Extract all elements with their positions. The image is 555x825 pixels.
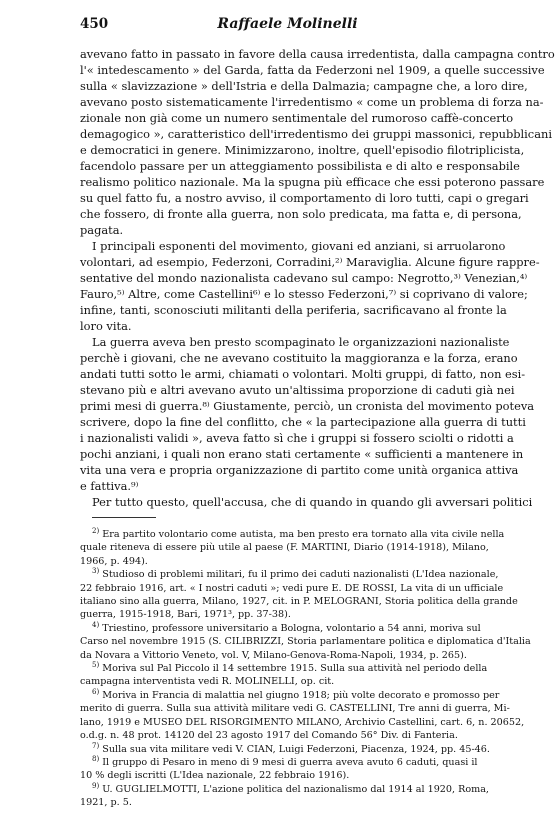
- footnote-line: [80, 526, 505, 541]
- footnote-line: [80, 622, 500, 635]
- body-line: e fattiva.⁹⁾: [80, 479, 139, 493]
- page-header: [80, 16, 495, 36]
- footnote-text: 1966, p. 494).: [80, 555, 148, 567]
- body-line: vita una vera e propria organizzazione di partito come unità organica attiva: [80, 463, 519, 477]
- body-line: zionale non già come un numero sentimentale del rumoroso caffè-concerto: [80, 111, 514, 125]
- body-line: sulla « slavizzazione » dell'Istria e della Dalmazia; campagne che, a loro dire,: [80, 79, 528, 93]
- body-line: primi mesi di guerra.⁸⁾ Giustamente, perciò, un cronista del movimento poteva: [80, 399, 535, 413]
- body-line: loro vita.: [80, 319, 132, 333]
- footnote-line: [80, 716, 525, 729]
- body-line: avevano posto sistematicamente l'irredentismo « come un problema di forza na-: [80, 95, 544, 109]
- footnote-text: merito di guerra. Sulla sua attività militare vedi G. CASTELLINI, Tre anni di guerra, Mi-: [80, 703, 510, 715]
- footnote-line: [80, 568, 500, 581]
- footnote-line: [80, 702, 510, 715]
- footnote-text: Triestino, professore universitario a Bologna, volontario a 54 anni, moriva sul: [102, 622, 481, 634]
- body-line: infine, tanti, sconosciuti militanti della periferia, sacrificavano al fronte la: [80, 303, 507, 317]
- body-line: realismo politico nazionale. Ma la spugna più efficace che essi poterono passare: [80, 175, 545, 189]
- footnotes: [80, 526, 531, 810]
- footnote-marker: 4): [92, 620, 100, 629]
- body-line: demagogico », caratteristico dell'irredentismo dei gruppi massonici, repubblicani: [80, 127, 552, 141]
- footnote-text: Il gruppo di Pesaro in meno di 9 mesi di guerra aveva avuto 6 caduti, quasi il: [102, 756, 478, 768]
- body-line: avevano fatto in passato in favore della causa irredentista, dalla campagna contro: [80, 47, 555, 61]
- body-line: che fossero, di fronte alla guerra, non solo predicata, ma fatta e, di persona,: [80, 207, 522, 221]
- footnote-text: italiano sino alla guerra, Milano, 1927, cit. in P. MELOGRANI, Storia politica della grande: [80, 596, 518, 608]
- footnote-marker: 9): [92, 781, 100, 790]
- body-line: facendolo passare per un atteggiamento possibilista e di alto e responsabile: [80, 159, 520, 173]
- footnote-marker: 5): [92, 660, 100, 669]
- body-line: pochi anziani, i quali non erano stati certamente « sufficienti a mantenere in: [80, 447, 524, 461]
- body-line: andati tutti sotto le armi, chiamati o volontari. Molti gruppi, di fatto, non esi-: [80, 367, 526, 381]
- footnote-line: [80, 649, 500, 662]
- footnote-marker: 7): [92, 741, 100, 750]
- body-line: i nazionalisti validi », aveva fatto sì che i gruppi si fossero sciolti o ridotti a: [80, 431, 514, 445]
- footnote-text: guerra, 1915-1918, Bari, 1971³, pp. 37-38).: [80, 609, 291, 621]
- body-line: La guerra aveva ben presto scompaginato le organizzazioni nazionaliste: [92, 335, 510, 349]
- footnote-text: lano, 1919 e MUSEO DEL RISORGIMENTO MILANO, Archivio Castellini, cart. 6, n. 20652,: [80, 716, 525, 728]
- footnote-marker: 3): [92, 567, 100, 576]
- footnote-text: quale riteneva di essere più utile al paese (F. MARTINI, Diario (1914-1918), Milano,: [80, 542, 489, 554]
- body-line: Fauro,⁵⁾ Altre, come Castellini⁶⁾ e lo stesso Federzoni,⁷⁾ si coprivano di valore;: [80, 287, 528, 301]
- running-head: Raffaele Molinelli: [217, 16, 358, 32]
- footnote-line: [80, 582, 504, 595]
- footnote-line: [80, 689, 500, 702]
- body-line: su quel fatto fu, a nostro avviso, il comportamento di loro tutti, capi o gregari: [80, 191, 529, 205]
- body-line: Per tutto questo, quell'accusa, che di quando in quando gli avversari politici: [92, 495, 533, 509]
- footnote-text: da Novara a Vittorio Veneto, vol. V, Milano-Genova-Roma-Napoli, 1934, p. 265).: [80, 649, 467, 661]
- footnote-line: [80, 635, 531, 648]
- footnote-line: [80, 796, 500, 809]
- footnote-line: [80, 608, 500, 621]
- footnote-line: [80, 555, 500, 568]
- body-line: I principali esponenti del movimento, giovani ed anziani, si arruolarono: [92, 239, 506, 253]
- body-line: e democratici in genere. Minimizzarono, inoltre, quell'episodio filotriplicista,: [80, 143, 525, 157]
- body-line: scrivere, dopo la fine del conflitto, che « la partecipazione alla guerra di tutti: [80, 415, 526, 429]
- footnote-marker: 6): [92, 687, 100, 696]
- footnote-text: Sulla sua vita militare vedi V. CIAN, Luigi Federzoni, Piacenza, 1924, pp. 45-46.: [102, 743, 490, 755]
- footnote-text: 22 febbraio 1916, art. « I nostri caduti »; vedi pure E. DE ROSSI, La vita di un ufficiale: [80, 582, 504, 594]
- footnote-line: [80, 743, 500, 756]
- body-line: volontari, ad esempio, Federzoni, Corradini,²⁾ Maraviglia. Alcune figure rappre-: [80, 255, 540, 269]
- footnote-text: 1921, p. 5.: [80, 797, 132, 809]
- footnote-text: o.d.g. n. 48 prot. 14120 del 23 agosto 1917 del Comando 56° Div. di Fanteria.: [80, 730, 458, 742]
- footnote-marker: 8): [92, 754, 100, 763]
- body-line: pagata.: [80, 223, 124, 237]
- footnote-line: [80, 541, 500, 554]
- footnote-line: [80, 675, 500, 688]
- footnote-line: [80, 783, 500, 796]
- footnote-line: [80, 662, 500, 675]
- page-number: 450: [80, 16, 109, 32]
- footnote-line: [80, 595, 518, 608]
- body-line: perchè i giovani, che ne avevano costituito la maggioranza e la forza, erano: [80, 351, 518, 365]
- footnote-text: Studioso di problemi militari, fu il primo dei caduti nazionalisti (L'Idea nazionale,: [102, 569, 499, 581]
- body-line: l'« intedescamento » del Garda, fatta da Federzoni nel 1909, a quelle successive: [80, 63, 545, 77]
- footnote-line: [80, 756, 500, 769]
- footnote-text: Era partito volontario come autista, ma ben presto era tornato alla vita civile nella: [102, 529, 505, 540]
- footnote-text: Carso nel novembre 1915 (S. CILIBRIZZI, Storia parlamentare politica e diplomatica d'Italia: [80, 636, 531, 648]
- footnote-line: [80, 769, 500, 782]
- footnote-text: U. GUGLIELMOTTI, L'azione politica del nazionalismo dal 1914 al 1920, Roma,: [102, 783, 489, 795]
- body-line: stevano più e altri avevano avuto un'altissima proporzione di caduti già nei: [80, 383, 515, 397]
- footnote-text: Moriva sul Pal Piccolo il 14 settembre 1915. Sulla sua attività nel periodo della: [102, 663, 488, 675]
- footnote-marker: 2): [92, 526, 100, 535]
- footnote-text: 10 % degli iscritti (L'Idea nazionale, 22 febbraio 1916).: [80, 770, 350, 782]
- body-text: [80, 46, 555, 510]
- footnote-line: [80, 729, 500, 742]
- footnote-text: Moriva in Francia di malattia nel giugno 1918; più volte decorato e promosso per: [102, 689, 500, 701]
- body-line: sentative del mondo nazionalista cadevano sul campo: Negrotto,³⁾ Venezian,⁴⁾: [80, 271, 528, 285]
- footnote-separator: [92, 517, 156, 518]
- footnote-text: campagna interventista vedi R. MOLINELLI, op. cit.: [80, 676, 335, 688]
